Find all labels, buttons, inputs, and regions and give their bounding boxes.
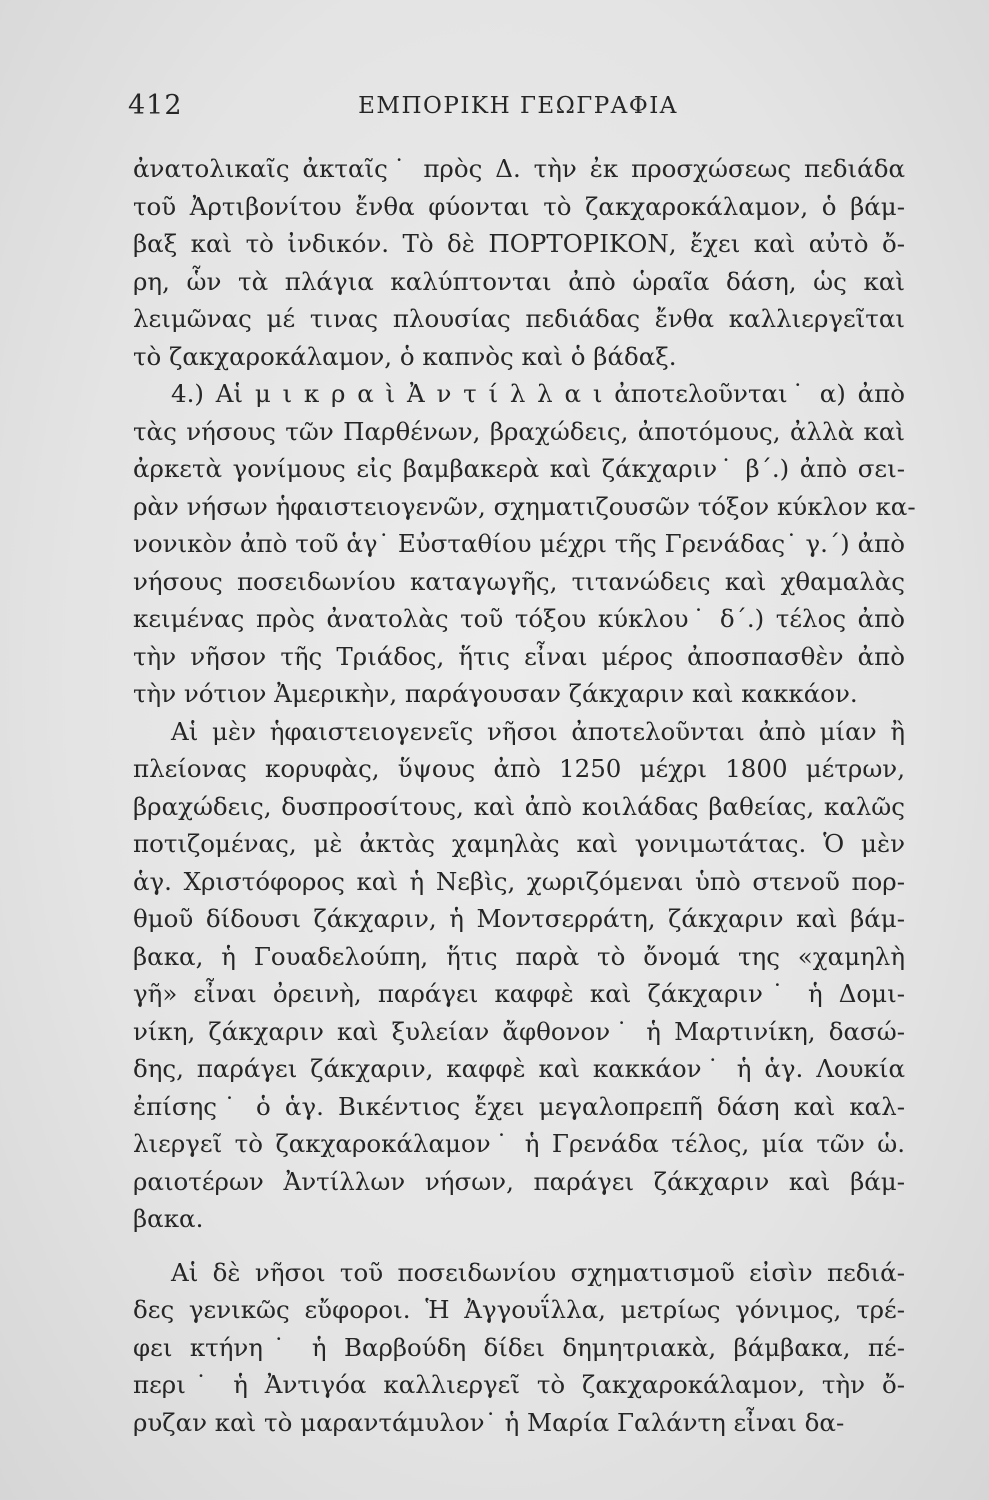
text-line: ποτιζομένας, μὲ ἀκτὰς χαμηλὰς καὶ γονιμωτάτας. Ὁ μὲν xyxy=(133,829,905,858)
text-line: 4.) Αἱ μ ι κ ρ α ὶ Ἀ ν τ ί λ λ α ι ἀποτελοῦνται˙ α) ἀπὸ xyxy=(171,379,905,408)
text-line: ἀρκετὰ γονίμους εἰς βαμβακερὰ καὶ ζάκχαριν˙ β΄.) ἀπὸ σει- xyxy=(133,454,905,483)
text-line: βραχώδεις, δυσπροσίτους, καὶ ἀπὸ κοιλάδας βαθείας, καλῶς xyxy=(133,791,905,821)
text-line: δες γενικῶς εὔφοροι. Ἡ Ἀγγουΐλλα, μετρίως γόνιμος, τρέ- xyxy=(133,1295,905,1324)
text-line: ἁγ. Χριστόφορος καὶ ἡ Νεβὶς, χωριζόμεναι ὑπὸ στενοῦ πορ- xyxy=(133,866,905,896)
text-line: ραιοτέρων Ἀντίλλων νήσων, παράγει ζάκχαριν καὶ βάμ- xyxy=(133,1166,905,1196)
text-line: τὴν νότιον Ἀμερικὴν, παράγουσαν ζάκχαριν καὶ κακκάον. xyxy=(133,679,858,708)
paragraph xyxy=(133,713,905,1238)
text-line: δης, παράγει ζάκχαριν, καφφὲ καὶ κακκάον˙ ἡ ἁγ. Λουκία xyxy=(133,1054,905,1083)
text-line: νήσους ποσειδωνίου καταγωγῆς, τιτανώδεις καὶ χθαμαλὰς xyxy=(133,566,905,596)
text-line: πλείονας κορυφὰς, ὕψους ἀπὸ 1250 μέχρι 1800 μέτρων, xyxy=(133,754,905,783)
text-line: λειμῶνας μέ τινας πλουσίας πεδιάδας ἔνθα καλλιεργεῖται xyxy=(133,304,905,333)
text-line: θμοῦ δίδουσι ζάκχαριν, ἡ Μοντσερράτη, ζάκχαριν καὶ βάμ- xyxy=(133,904,905,933)
text-line: τοῦ Ἀρτιβονίτου ἔνθα φύονται τὸ ζακχαροκάλαμον, ὁ βάμ- xyxy=(133,191,905,221)
paragraph-gap xyxy=(133,1238,905,1254)
text-line: Αἱ μὲν ἡφαιστειογενεῖς νῆσοι ἀποτελοῦνται ἀπὸ μίαν ἢ xyxy=(171,716,905,746)
text-line: ἀνατολικαῖς ἀκταῖς˙ πρὸς Δ. τὴν ἐκ προσχώσεως πεδιάδα xyxy=(133,154,905,183)
text-line: ρυζαν καὶ τὸ μαραντάμυλον˙ ἡ Μαρία Γαλάντη εἶναι δα- xyxy=(133,1407,845,1437)
text-line: ἐπίσης˙ ὁ ἁγ. Βικέντιος ἔχει μεγαλοπρεπῆ δάση καὶ καλ- xyxy=(133,1091,905,1121)
text-line: τὴν νῆσον τῆς Τριάδος, ἥτις εἶναι μέρος ἀποσπασθὲν ἀπὸ xyxy=(133,641,905,671)
body-text xyxy=(133,150,916,1441)
paragraph xyxy=(133,375,916,713)
page-header xyxy=(128,90,908,130)
text-line: νίκη, ζάκχαριν καὶ ξυλείαν ἄφθονον˙ ἡ Μαρτινίκη, δασώ- xyxy=(133,1016,905,1046)
text-line: νονικὸν ἀπὸ τοῦ ἁγ˙ Εὐσταθίου μέχρι τῆς Γρενάδας˙ γ.΄) ἀπὸ xyxy=(133,529,905,558)
text-line: Αἱ δὲ νῆσοι τοῦ ποσειδωνίου σχηματισμοῦ εἰσὶν πεδιά- xyxy=(171,1257,905,1287)
text-line: βαξ καὶ τὸ ἰνδικόν. Τὸ δὲ ΠΟΡΤΟΡΙΚΟΝ, ἔχει καὶ αὐτὸ ὄ- xyxy=(133,229,905,258)
text-line: λιεργεῖ τὸ ζακχαροκάλαμον˙ ἡ Γρενάδα τέλος, μία τῶν ὡ. xyxy=(133,1129,905,1158)
running-title: ΕΜΠΟΡΙΚΗ ΓΕΩΓΡΑΦΙΑ xyxy=(358,93,678,119)
paragraph xyxy=(133,150,905,375)
text-line: ρη, ὧν τὰ πλάγια καλύπτονται ἀπὸ ὡραῖα δάση, ὡς καὶ xyxy=(133,266,905,296)
text-line: τὰς νήσους τῶν Παρθένων, βραχώδεις, ἀποτόμους, ἀλλὰ καὶ xyxy=(133,416,905,446)
text-line: γῆ» εἶναι ὀρεινὴ, παράγει καφφὲ καὶ ζάκχαριν˙ ἡ Δομι- xyxy=(133,979,905,1008)
text-line: περι˙ ἡ Ἀντιγόα καλλιεργεῖ τὸ ζακχαροκάλαμον, τὴν ὄ- xyxy=(133,1370,905,1399)
paragraph xyxy=(133,1254,905,1442)
text-line: βακα, ἡ Γουαδελούπη, ἥτις παρὰ τὸ ὄνομά της «χαμηλὴ xyxy=(133,941,905,971)
text-line: τὸ ζακχαροκάλαμον, ὁ καπνὸς καὶ ὁ βάδαξ. xyxy=(133,341,677,371)
text-line: κειμένας πρὸς ἀνατολὰς τοῦ τόξου κύκλου˙ δ΄.) τέλος ἀπὸ xyxy=(133,604,905,633)
text-line: ρὰν νήσων ἡφαιστειογενῶν, σχηματιζουσῶν τόξον κύκλον κα- xyxy=(133,491,916,521)
text-line: φει κτήνη˙ ἡ Βαρβούδη δίδει δημητριακὰ, βάμβακα, πέ- xyxy=(133,1332,905,1362)
page-number: 412 xyxy=(128,90,183,121)
text-line: βακα. xyxy=(133,1204,204,1233)
